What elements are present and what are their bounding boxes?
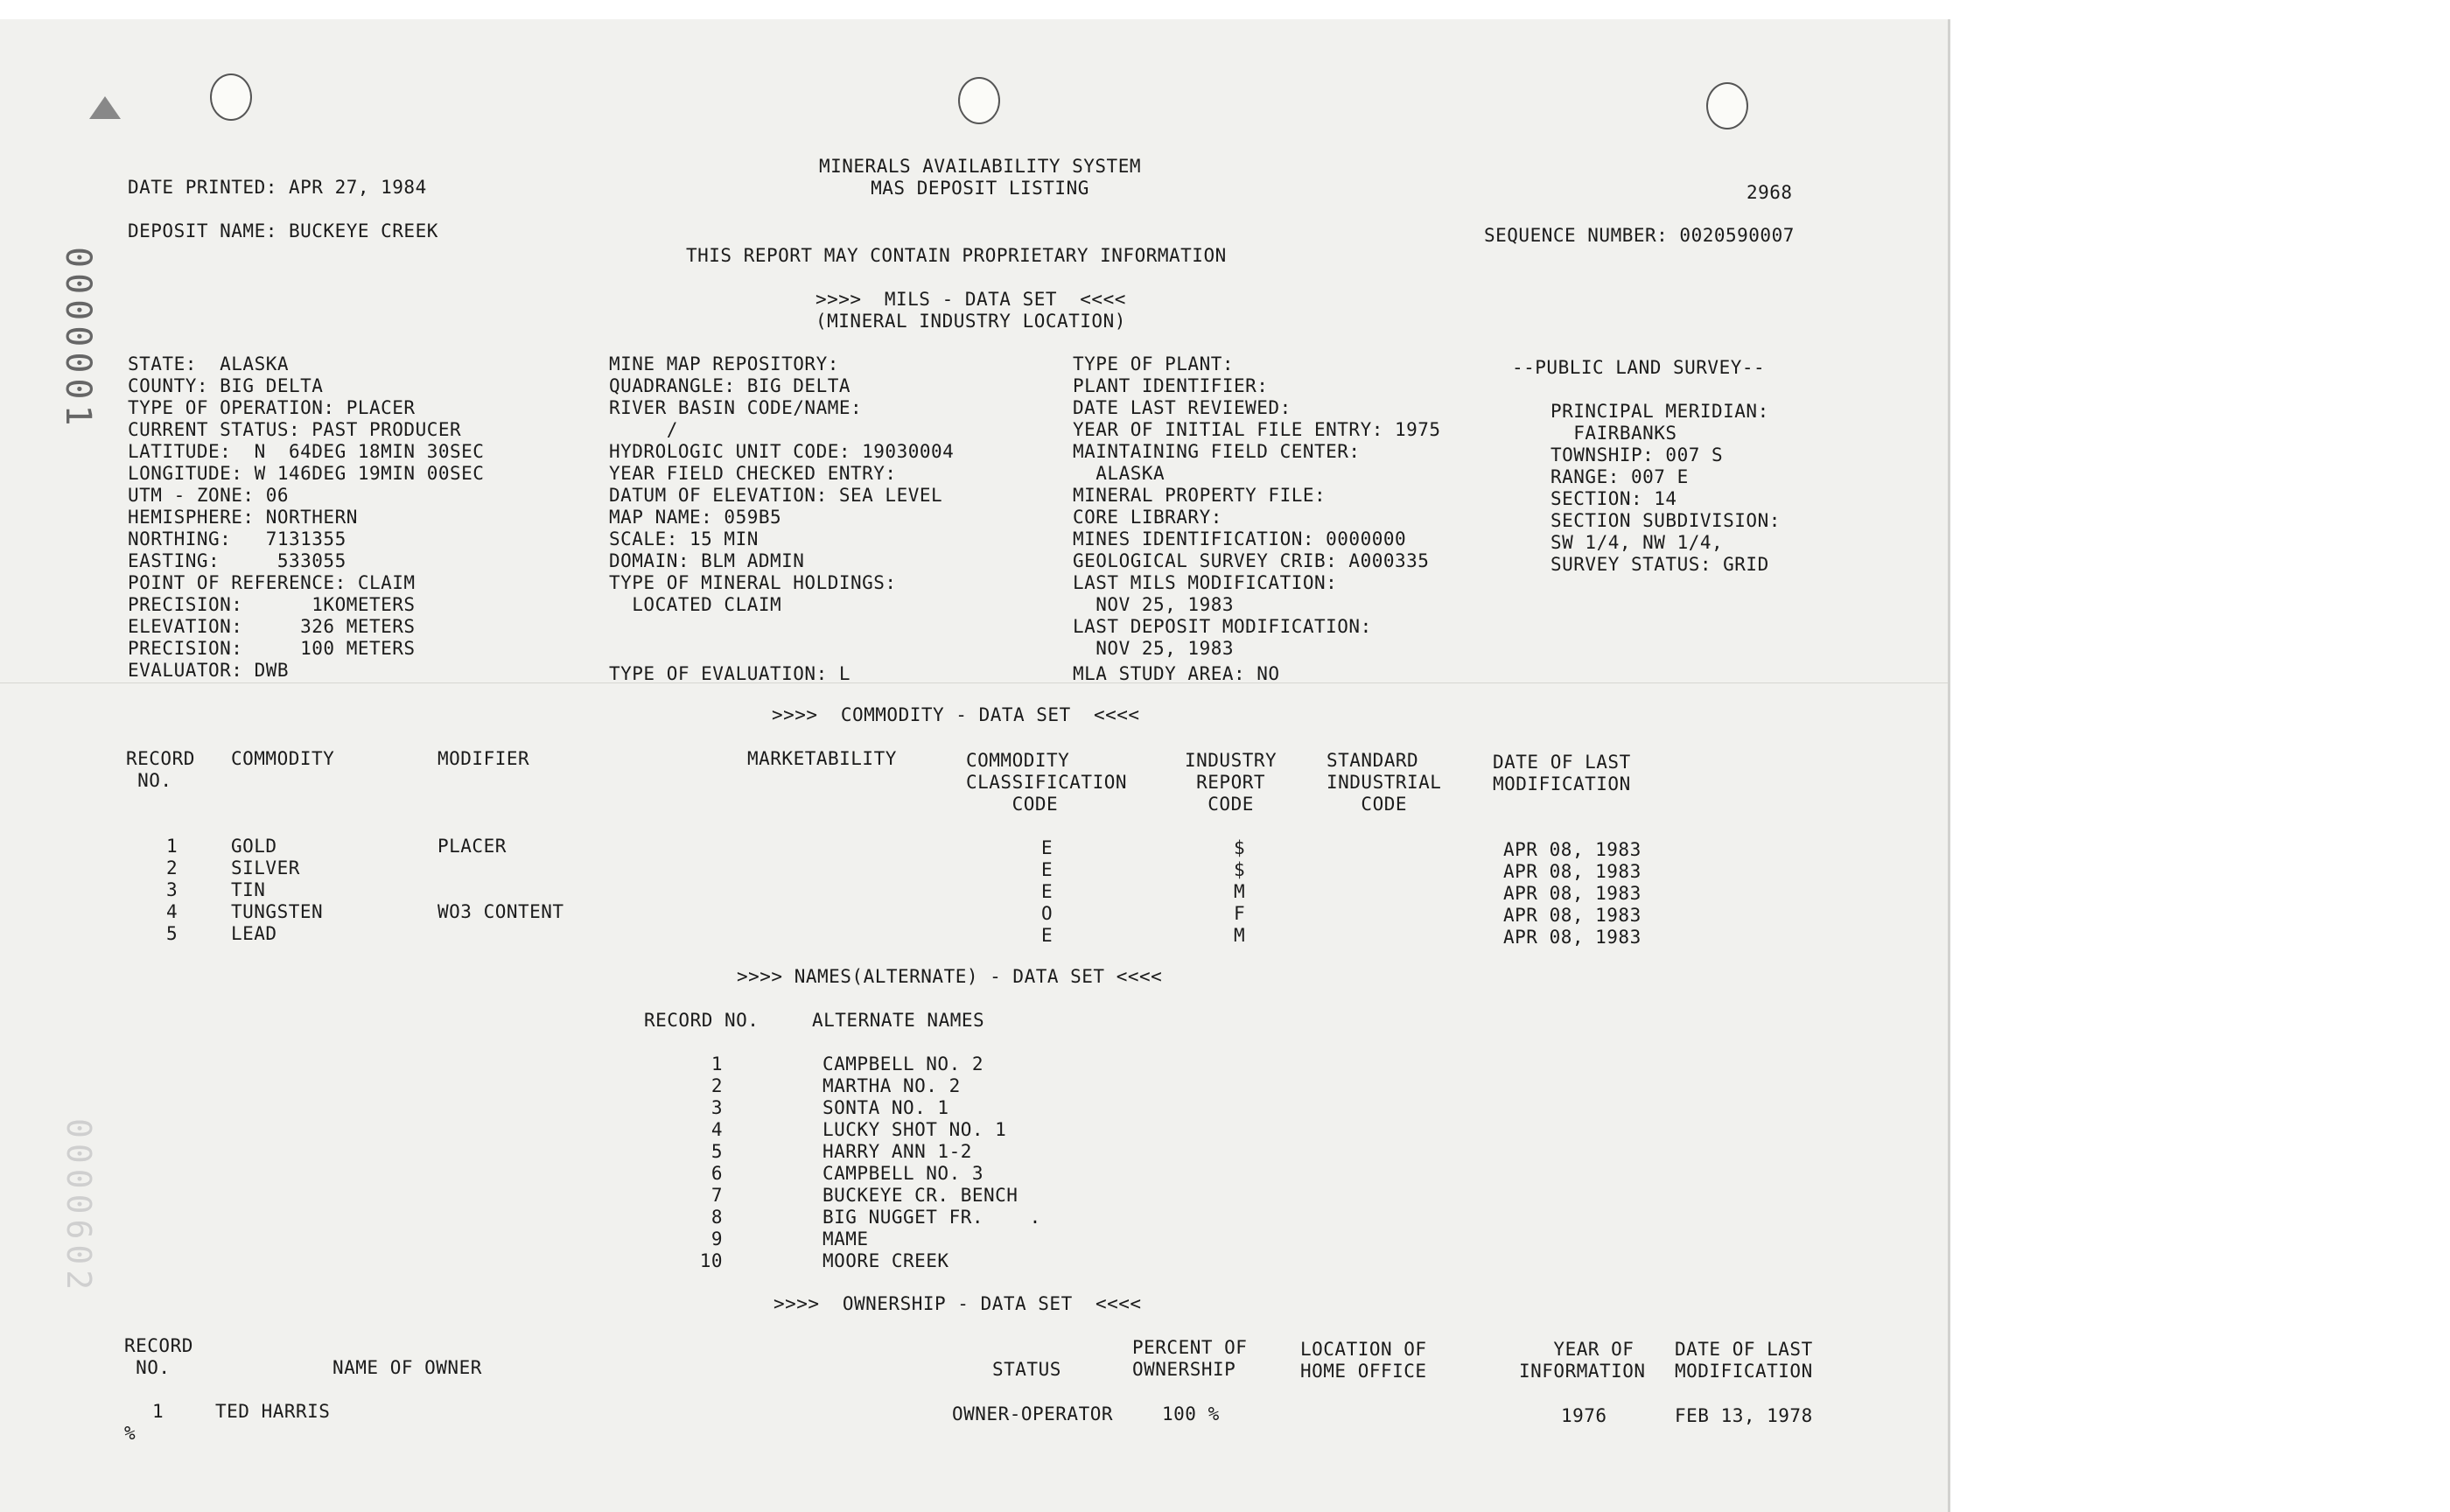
mils-field: SURVEY STATUS: GRID bbox=[1550, 554, 1769, 575]
end-mark: % bbox=[124, 1423, 136, 1444]
mils-field: HYDROLOGIC UNIT CODE: 19030004 bbox=[609, 441, 955, 462]
cell-year: 1976 bbox=[1561, 1405, 1607, 1426]
mils-field: PRECISION: 1KOMETERS bbox=[128, 594, 416, 615]
mils-field: CURRENT STATUS: PAST PRODUCER bbox=[128, 419, 462, 440]
mils-field: MINERAL PROPERTY FILE: bbox=[1073, 485, 1326, 506]
name-record: 10 bbox=[699, 1250, 723, 1271]
mils-field: LONGITUDE: W 146DEG 19MIN 00SEC bbox=[128, 463, 485, 484]
commodity-title: >>>> COMMODITY - DATA SET <<<< bbox=[772, 704, 1140, 725]
mils-field: ALASKA bbox=[1073, 463, 1166, 484]
cell-industry: M bbox=[1234, 925, 1246, 946]
cell-industry: $ bbox=[1234, 859, 1246, 880]
mils-field: NOV 25, 1983 bbox=[1073, 638, 1235, 659]
name-record: 8 bbox=[710, 1207, 723, 1228]
fold-line bbox=[0, 682, 1948, 683]
col-header-owner-name: NAME OF OWNER bbox=[332, 1357, 482, 1378]
listing-title: MAS DEPOSIT LISTING bbox=[871, 178, 1089, 199]
col-header-alternate-names: ALTERNATE NAMES bbox=[812, 1010, 985, 1031]
mils-field: FAIRBANKS bbox=[1550, 423, 1677, 444]
col-header-owner-date: DATE OF LAST MODIFICATION bbox=[1675, 1339, 1813, 1382]
cell-class: E bbox=[1041, 837, 1054, 858]
mils-field: SW 1/4, NW 1/4, bbox=[1550, 532, 1724, 553]
col-header-date: DATE OF LAST MODIFICATION bbox=[1493, 752, 1631, 794]
name-record: 3 bbox=[710, 1097, 723, 1118]
cell-commodity: GOLD bbox=[231, 836, 277, 857]
punch-hole-left bbox=[210, 74, 252, 121]
cell-record: 2 bbox=[166, 858, 178, 878]
mils-field: TYPE OF EVALUATION: L bbox=[609, 663, 851, 684]
mils-field: YEAR FIELD CHECKED ENTRY: bbox=[609, 463, 897, 484]
mils-field: MAP NAME: 059B5 bbox=[609, 507, 782, 528]
col-header-classification: COMMODITY CLASSIFICATION CODE bbox=[966, 750, 1128, 815]
cell-date: APR 08, 1983 bbox=[1503, 905, 1642, 926]
mils-field: NORTHING: 7131355 bbox=[128, 528, 346, 550]
name-record: 9 bbox=[710, 1228, 723, 1250]
mils-field: SCALE: 15 MIN bbox=[609, 528, 759, 550]
mils-field: HEMISPHERE: NORTHERN bbox=[128, 507, 358, 528]
mils-field: DATE LAST REVIEWED: bbox=[1073, 397, 1292, 418]
names-title: >>>> NAMES(ALTERNATE) - DATA SET <<<< bbox=[737, 966, 1163, 987]
col-header-record: RECORD NO. bbox=[126, 748, 195, 791]
cell-commodity: TIN bbox=[231, 879, 266, 900]
cell-record: 1 bbox=[166, 836, 178, 857]
mils-field: PLANT IDENTIFIER: bbox=[1073, 375, 1269, 396]
col-header-marketability: MARKETABILITY bbox=[747, 748, 897, 769]
cell-date: APR 08, 1983 bbox=[1503, 883, 1642, 904]
mils-field: COUNTY: BIG DELTA bbox=[128, 375, 324, 396]
mils-field: LAST MILS MODIFICATION: bbox=[1073, 572, 1338, 593]
mils-field: TYPE OF OPERATION: PLACER bbox=[128, 397, 416, 418]
col-header-status: STATUS bbox=[992, 1359, 1061, 1380]
col-header-industry: INDUSTRY REPORT CODE bbox=[1185, 750, 1278, 815]
cell-modifier: WO3 CONTENT bbox=[438, 901, 564, 922]
mils-field: MAINTAINING FIELD CENTER: bbox=[1073, 441, 1361, 462]
mils-field: LAST DEPOSIT MODIFICATION: bbox=[1073, 616, 1372, 637]
alternate-name: MOORE CREEK bbox=[822, 1250, 949, 1271]
mils-field: PRINCIPAL MERIDIAN: bbox=[1550, 401, 1769, 422]
alternate-name: CAMPBELL NO. 3 bbox=[822, 1163, 984, 1184]
cell-record: 5 bbox=[166, 923, 178, 944]
mils-field: RANGE: 007 E bbox=[1550, 466, 1689, 487]
mils-field: MINE MAP REPOSITORY: bbox=[609, 354, 839, 374]
alternate-name: BUCKEYE CR. BENCH bbox=[822, 1185, 1018, 1206]
mils-field: RIVER BASIN CODE/NAME: bbox=[609, 397, 863, 418]
name-record: 5 bbox=[710, 1141, 723, 1162]
mils-field: YEAR OF INITIAL FILE ENTRY: 1975 bbox=[1073, 419, 1441, 440]
cell-industry: M bbox=[1234, 881, 1246, 902]
cell-commodity: SILVER bbox=[231, 858, 300, 878]
cell-owner-record: 1 bbox=[152, 1401, 164, 1422]
alternate-name: LUCKY SHOT NO. 1 bbox=[822, 1119, 1007, 1140]
mils-title: >>>> MILS - DATA SET <<<< bbox=[816, 289, 1126, 310]
system-title: MINERALS AVAILABILITY SYSTEM bbox=[818, 156, 1141, 177]
sequence-number: SEQUENCE NUMBER: 0020590007 bbox=[1484, 225, 1795, 246]
alternate-name: MARTHA NO. 2 bbox=[822, 1075, 961, 1096]
plss-title: --PUBLIC LAND SURVEY-- bbox=[1512, 357, 1766, 378]
proprietary-notice: THIS REPORT MAY CONTAIN PROPRIETARY INFORMATION bbox=[686, 245, 1227, 266]
scan-mark-triangle bbox=[89, 96, 121, 119]
mils-field: QUADRANGLE: BIG DELTA bbox=[609, 375, 851, 396]
cell-class: O bbox=[1041, 903, 1054, 924]
alternate-name: SONTA NO. 1 bbox=[822, 1097, 949, 1118]
margin-stamp-top: 0000001 bbox=[58, 247, 98, 431]
cell-date: APR 08, 1983 bbox=[1503, 839, 1642, 860]
name-record: 4 bbox=[710, 1119, 723, 1140]
col-header-modifier: MODIFIER bbox=[438, 748, 530, 769]
cell-class: E bbox=[1041, 925, 1054, 946]
alternate-name: MAME bbox=[822, 1228, 869, 1250]
page-number: 2968 bbox=[1746, 182, 1793, 203]
cell-date: APR 08, 1983 bbox=[1503, 927, 1642, 948]
mils-field: / bbox=[609, 419, 678, 440]
mils-field: MLA STUDY AREA: NO bbox=[1073, 663, 1280, 684]
punch-hole-right bbox=[1706, 82, 1748, 130]
mils-field: EVALUATOR: DWB bbox=[128, 660, 290, 681]
col-header-year: YEAR OF INFORMATION bbox=[1519, 1339, 1646, 1382]
cell-status: OWNER-OPERATOR bbox=[952, 1404, 1114, 1424]
deposit-name: DEPOSIT NAME: BUCKEYE CREEK bbox=[128, 220, 438, 242]
alternate-name: CAMPBELL NO. 2 bbox=[822, 1054, 984, 1074]
cell-class: E bbox=[1041, 881, 1054, 902]
cell-date: APR 08, 1983 bbox=[1503, 861, 1642, 882]
mils-field: MINES IDENTIFICATION: 0000000 bbox=[1073, 528, 1407, 550]
mils-field: TOWNSHIP: 007 S bbox=[1550, 444, 1724, 466]
ownership-title: >>>> OWNERSHIP - DATA SET <<<< bbox=[774, 1293, 1142, 1314]
col-header-sic: STANDARD INDUSTRIAL CODE bbox=[1326, 750, 1442, 815]
mils-field: EASTING: 533055 bbox=[128, 550, 346, 571]
cell-percent: 100 % bbox=[1162, 1404, 1220, 1424]
cell-record: 4 bbox=[166, 901, 178, 922]
mils-field: NOV 25, 1983 bbox=[1073, 594, 1235, 615]
name-record: 7 bbox=[710, 1185, 723, 1206]
margin-stamp-bottom: 0000602 bbox=[60, 1118, 98, 1296]
cell-commodity: LEAD bbox=[231, 923, 277, 944]
col-header-location: LOCATION OF HOME OFFICE bbox=[1300, 1339, 1427, 1382]
name-record: 6 bbox=[710, 1163, 723, 1184]
mils-field: UTM - ZONE: 06 bbox=[128, 485, 290, 506]
punch-hole-center bbox=[958, 77, 1000, 124]
mils-field: LATITUDE: N 64DEG 18MIN 30SEC bbox=[128, 441, 485, 462]
cell-record: 3 bbox=[166, 879, 178, 900]
name-record: 2 bbox=[710, 1075, 723, 1096]
mils-field: DATUM OF ELEVATION: SEA LEVEL bbox=[609, 485, 943, 506]
mils-field: PRECISION: 100 METERS bbox=[128, 638, 416, 659]
mils-field: TYPE OF MINERAL HOLDINGS: bbox=[609, 572, 897, 593]
cell-industry: $ bbox=[1234, 837, 1246, 858]
col-header-record-no: RECORD NO. bbox=[644, 1010, 760, 1031]
mils-field: SECTION SUBDIVISION: bbox=[1550, 510, 1781, 531]
cell-industry: F bbox=[1234, 903, 1246, 924]
cell-commodity: TUNGSTEN bbox=[231, 901, 324, 922]
mils-field: TYPE OF PLANT: bbox=[1073, 354, 1235, 374]
mils-subtitle: (MINERAL INDUSTRY LOCATION) bbox=[816, 311, 1126, 332]
cell-modifier: PLACER bbox=[438, 836, 507, 857]
col-header-owner-record: RECORD NO. bbox=[124, 1335, 193, 1378]
mils-field: DOMAIN: BLM ADMIN bbox=[609, 550, 805, 571]
mils-field: LOCATED CLAIM bbox=[609, 594, 782, 615]
cell-owner-name: TED HARRIS bbox=[215, 1401, 331, 1422]
mils-field: CORE LIBRARY: bbox=[1073, 507, 1222, 528]
mils-field: POINT OF REFERENCE: CLAIM bbox=[128, 572, 416, 593]
cell-owner-date: FEB 13, 1978 bbox=[1675, 1405, 1813, 1426]
cell-class: E bbox=[1041, 859, 1054, 880]
alternate-name: HARRY ANN 1-2 bbox=[822, 1141, 972, 1162]
mils-field: SECTION: 14 bbox=[1550, 488, 1677, 509]
mils-field: ELEVATION: 326 METERS bbox=[128, 616, 416, 637]
mils-field: GEOLOGICAL SURVEY CRIB: A000335 bbox=[1073, 550, 1430, 571]
date-printed: DATE PRINTED: APR 27, 1984 bbox=[128, 177, 427, 198]
alternate-name: BIG NUGGET FR. . bbox=[822, 1207, 1041, 1228]
mils-field: STATE: ALASKA bbox=[128, 354, 290, 374]
name-record: 1 bbox=[710, 1054, 723, 1074]
col-header-percent: PERCENT OF OWNERSHIP bbox=[1132, 1337, 1248, 1380]
col-header-commodity: COMMODITY bbox=[231, 748, 335, 769]
